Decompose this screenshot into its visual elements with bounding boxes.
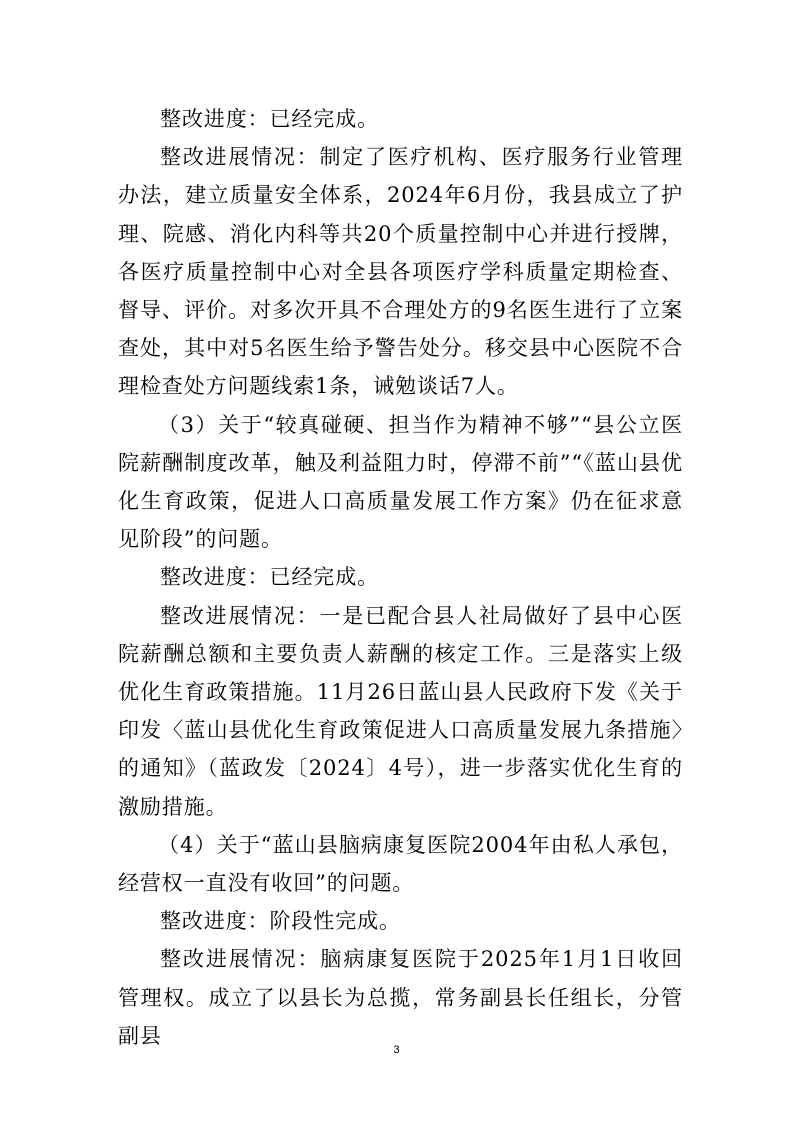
paragraph-issue-4: （4）关于“蓝山县脑病康复医院2004年由私人承包，经营权一直没有收回”的问题。: [118, 832, 683, 896]
paragraph-details-1: 整改进展情况：制定了医疗机构、医疗服务行业管理办法，建立质量安全体系，2024年6月份，我县成立了护理、院感、消化内科等共20个质量控制中心并进行授牌，各医疗质量控制中心对全县各项医疗学科质量定期检查、督导、评价。对多次开具不合理处方的9名医生进行了立案查处，其中对5名医生给予警告处分。移交县中心医院不合理检查处方问题线索1条，诫勉谈话7人。: [118, 145, 683, 399]
paragraph-progress-1: 整改进度：已经完成。: [160, 107, 379, 131]
paragraph-details-3: 整改进展情况：一是已配合县人社局做好了县中心医院薪酬总额和主要负责人薪酬的核定工作。三是落实上级优化生育政策措施。11月26日蓝山县人民政府下发《关于印发〈蓝山县优化生育政策促进人口高质量发展九条措施〉的通知》（蓝政发〔2024〕4号），进一步落实优化生育的激励措施。: [118, 603, 683, 819]
paragraph-progress-4: 整改进度：阶段性完成。: [160, 909, 401, 934]
paragraph-issue-3: （3）关于“较真碰硬、担当作为精神不够”“县公立医院薪酬制度改革，触及利益阻力时，停滞不前”“《蓝山县优化生育政策，促进人口高质量发展工作方案》仍在征求意见阶段”的问题。: [118, 412, 683, 552]
paragraph-details-4: 整改进展情况：脑病康复医院于2025年1月1日收回管理权。成立了以县长为总揽，常务副县长任组长，分管副县: [118, 947, 683, 1048]
document-body: [118, 100, 683, 1055]
paragraph-progress-3: 整改进度：已经完成。: [160, 565, 379, 590]
page-number: 3: [393, 1044, 400, 1056]
